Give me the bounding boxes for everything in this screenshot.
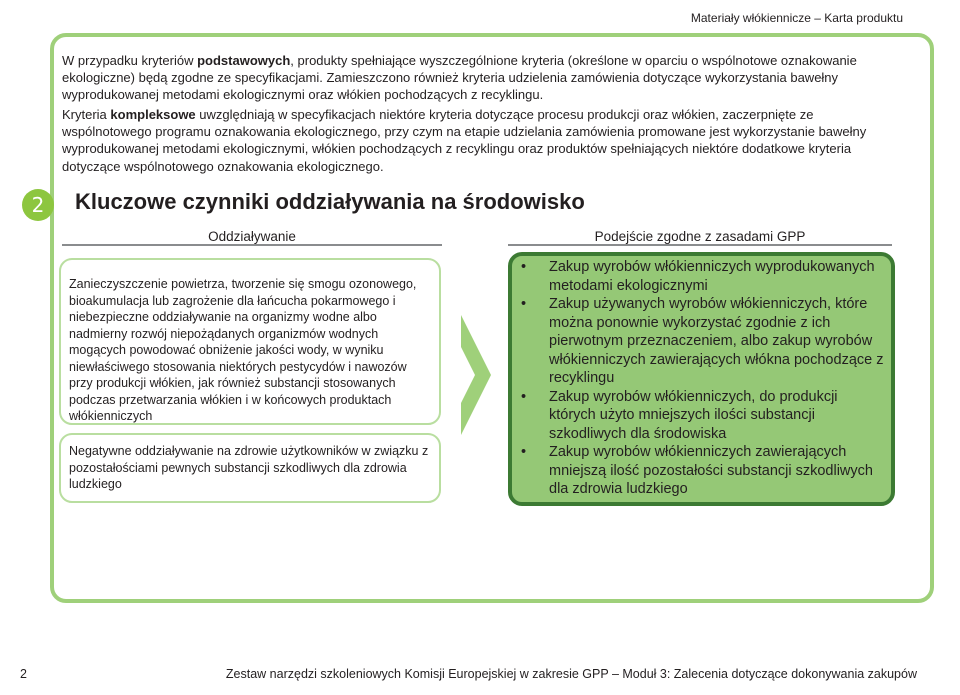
list-item [513, 388, 888, 444]
bullet-icon: • [521, 388, 527, 405]
intro-paragraph-comprehensive [62, 106, 882, 175]
impact-column-divider [62, 244, 442, 246]
bullet-icon: • [521, 444, 527, 460]
gpp-column-title: Podejście zgodne z zasadami GPP [594, 229, 806, 244]
impact-text: Negatywne oddziaływanie na zdrowie użytkowników w związku z pozostałościami pewnych substancji szkodliwych dla zdrowia ludzkiego [69, 444, 429, 491]
bullet-icon: • [521, 296, 527, 312]
impact-column-title: Oddziaływanie [208, 229, 296, 244]
approach-text: Zakup wyrobów włókienniczych, do produkcji których użyto mniejszych ilości substancji szkodliwych dla środowiska [549, 388, 838, 442]
impact-box-pollution [59, 258, 441, 425]
gpp-column-divider [508, 244, 892, 246]
approach-text: Zakup wyrobów włókienniczych zawierających mniejszą ilość pozostałości substancji szkodliwych dla zdrowia ludzkiego [549, 444, 873, 497]
intro-p1-prefix: W przypadku kryteriów [62, 53, 198, 68]
section-number-badge: 2 [22, 189, 54, 221]
impact-box-health [59, 433, 441, 503]
intro-p2-suffix: uwzględniają w specyfikacjach niektóre kryteria dotyczące procesu produkcji oraz włókien, zaczerpnięte ze wspólnotowego programu oznakowania ekologicznego, przy czym na etapie udzielania zamówienia promowane jest wykorzystanie bawełny wyprodukowanej metodami ekologicznymi, włókien pochodzących z recyklingu oraz produktów spełniających niektóre dodatkowe kryteria dotyczące wspólnotowego oznakowania ekologicznego. [62, 107, 867, 174]
intro-p1-bold: podstawowych [197, 53, 291, 68]
intro-p2-bold: kompleksowe [110, 107, 196, 122]
list-item [513, 258, 888, 295]
header-title: Materiały włókiennicze – Karta produktu [690, 11, 903, 25]
footer-text: Zestaw narzędzi szkoleniowych Komisji Europejskiej w zakresie GPP – Moduł 3: Zalecenia dotyczące dokonywania zakupów [225, 667, 917, 681]
list-item [513, 443, 888, 499]
section-title: Kluczowe czynniki oddziaływania na środowisko [75, 189, 585, 214]
gpp-approach-list [513, 258, 888, 499]
footer-page-number: 2 [20, 667, 27, 681]
arrow-right-icon [461, 315, 491, 435]
bullet-icon: • [521, 259, 527, 275]
intro-paragraph-basic [62, 52, 882, 104]
intro-p2-prefix: Kryteria [62, 107, 111, 122]
approach-text: Zakup używanych wyrobów włókienniczych, które można ponownie wykorzystać zgodnie z ich pierwotnym przeznaczeniem, albo zakup wyrobów włókienniczych zawierających włókna pochodzące z recyklingu [549, 296, 884, 386]
list-item [513, 295, 888, 388]
intro-p1-suffix: , produkty spełniające wyszczególnione kryteria (określone w oparciu o wspólnotowe oznakowanie ekologiczne) będą zgodne ze specyfikacjami. Zamieszczono również kryteria udzielenia zamówienia dotyczące wykorzystania bawełny wyprodukowanej metodami ekologicznymi oraz włókien pochodzących z recyklingu. [62, 53, 857, 103]
impact-text: Zanieczyszczenie powietrza, tworzenie się smogu ozonowego, bioakumulacja lub zagrożenie dla łańcucha pokarmowego i niebezpieczne oddziaływanie na organizmy wodne albo nadmierny rozwój niepożądanych organizmów wodnych mogących powodować obniżenie jakości wody, w wyniku niewłaściwego stosowania niektórych pestycydów i nawozów przy produkcji włókien, jak również substancji stosowanych podczas przetwarzania włókien i w końcowych produktach włókienniczych [69, 277, 417, 423]
approach-text: Zakup wyrobów włókienniczych wyprodukowanych metodami ekologicznymi [549, 259, 875, 294]
